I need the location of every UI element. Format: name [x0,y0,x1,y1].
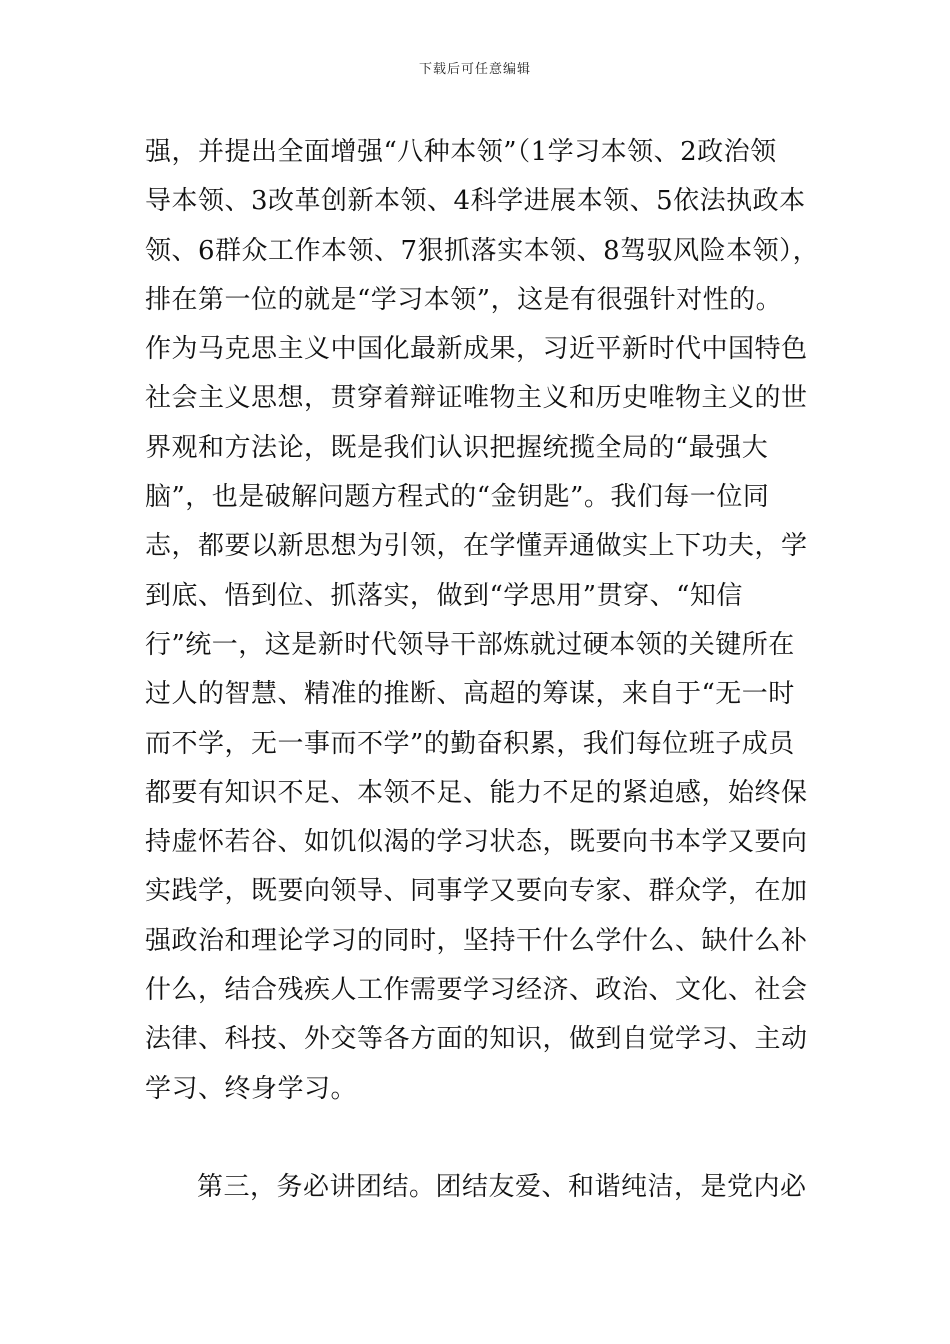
text-line: 强政治和理论学习的同时，坚持干什么学什么、缺什么补 [145,925,808,956]
text-line: 什么，结合残疾人工作需要学习经济、政治、文化、社会 [145,975,808,1006]
text-line: 行”统一，这是新时代领导干部炼就过硬本领的关键所在 [145,629,795,660]
text-line: 都要有知识不足、本领不足、能力不足的紧迫感，始终保 [145,777,808,808]
text-line: 领、6群众工作本领、7狠抓落实本领、8驾驭风险本领）， [145,235,820,266]
text-line: 志，都要以新思想为引领，在学懂弄通做实上下功夫，学 [145,531,808,562]
text-line: 实践学，既要向领导、同事学又要向专家、群众学，在加 [145,876,808,907]
text-line: 第三，务必讲团结。团结友爱、和谐纯洁，是党内必 [197,1172,807,1203]
document-body [145,128,825,1213]
text-line: 社会主义思想，贯穿着辩证唯物主义和历史唯物主义的世 [145,383,808,414]
text-line: 作为马克思主义中国化最新成果，习近平新时代中国特色 [145,334,808,365]
text-line: 排在第一位的就是“学习本领”，这是有很强针对性的。 [145,284,783,315]
paragraph-1 [145,128,825,1114]
text-line: 持虚怀若谷、如饥似渴的学习状态，既要向书本学又要向 [145,827,808,858]
text-line: 学习、终身学习。 [145,1073,358,1104]
text-line: 而不学，无一事而不学”的勤奋积累，我们每位班子成员 [145,728,795,759]
text-line: 法律、科技、外交等各方面的知识，做到自觉学习、主动 [145,1024,808,1055]
page-header: 下载后可任意编辑 [418,62,531,77]
paragraph-gap [145,1114,825,1163]
text-line: 导本领、3改革创新本领、4科学进展本领、5依法执政本 [145,186,806,217]
text-line: 脑”，也是破解问题方程式的“金钥匙”。我们每一位同 [145,482,770,513]
text-line: 过人的智慧、精准的推断、高超的筹谋，来自于“无一时 [145,679,795,710]
paragraph-2 [145,1163,825,1212]
text-line: 到底、悟到位、抓落实，做到“学思用”贯穿、“知信 [145,580,743,611]
text-line: 界观和方法论，既是我们认识把握统揽全局的“最强大 [145,432,769,463]
text-line: 强，并提出全面增强“八种本领”（1学习本领、2政治领 [145,137,777,167]
